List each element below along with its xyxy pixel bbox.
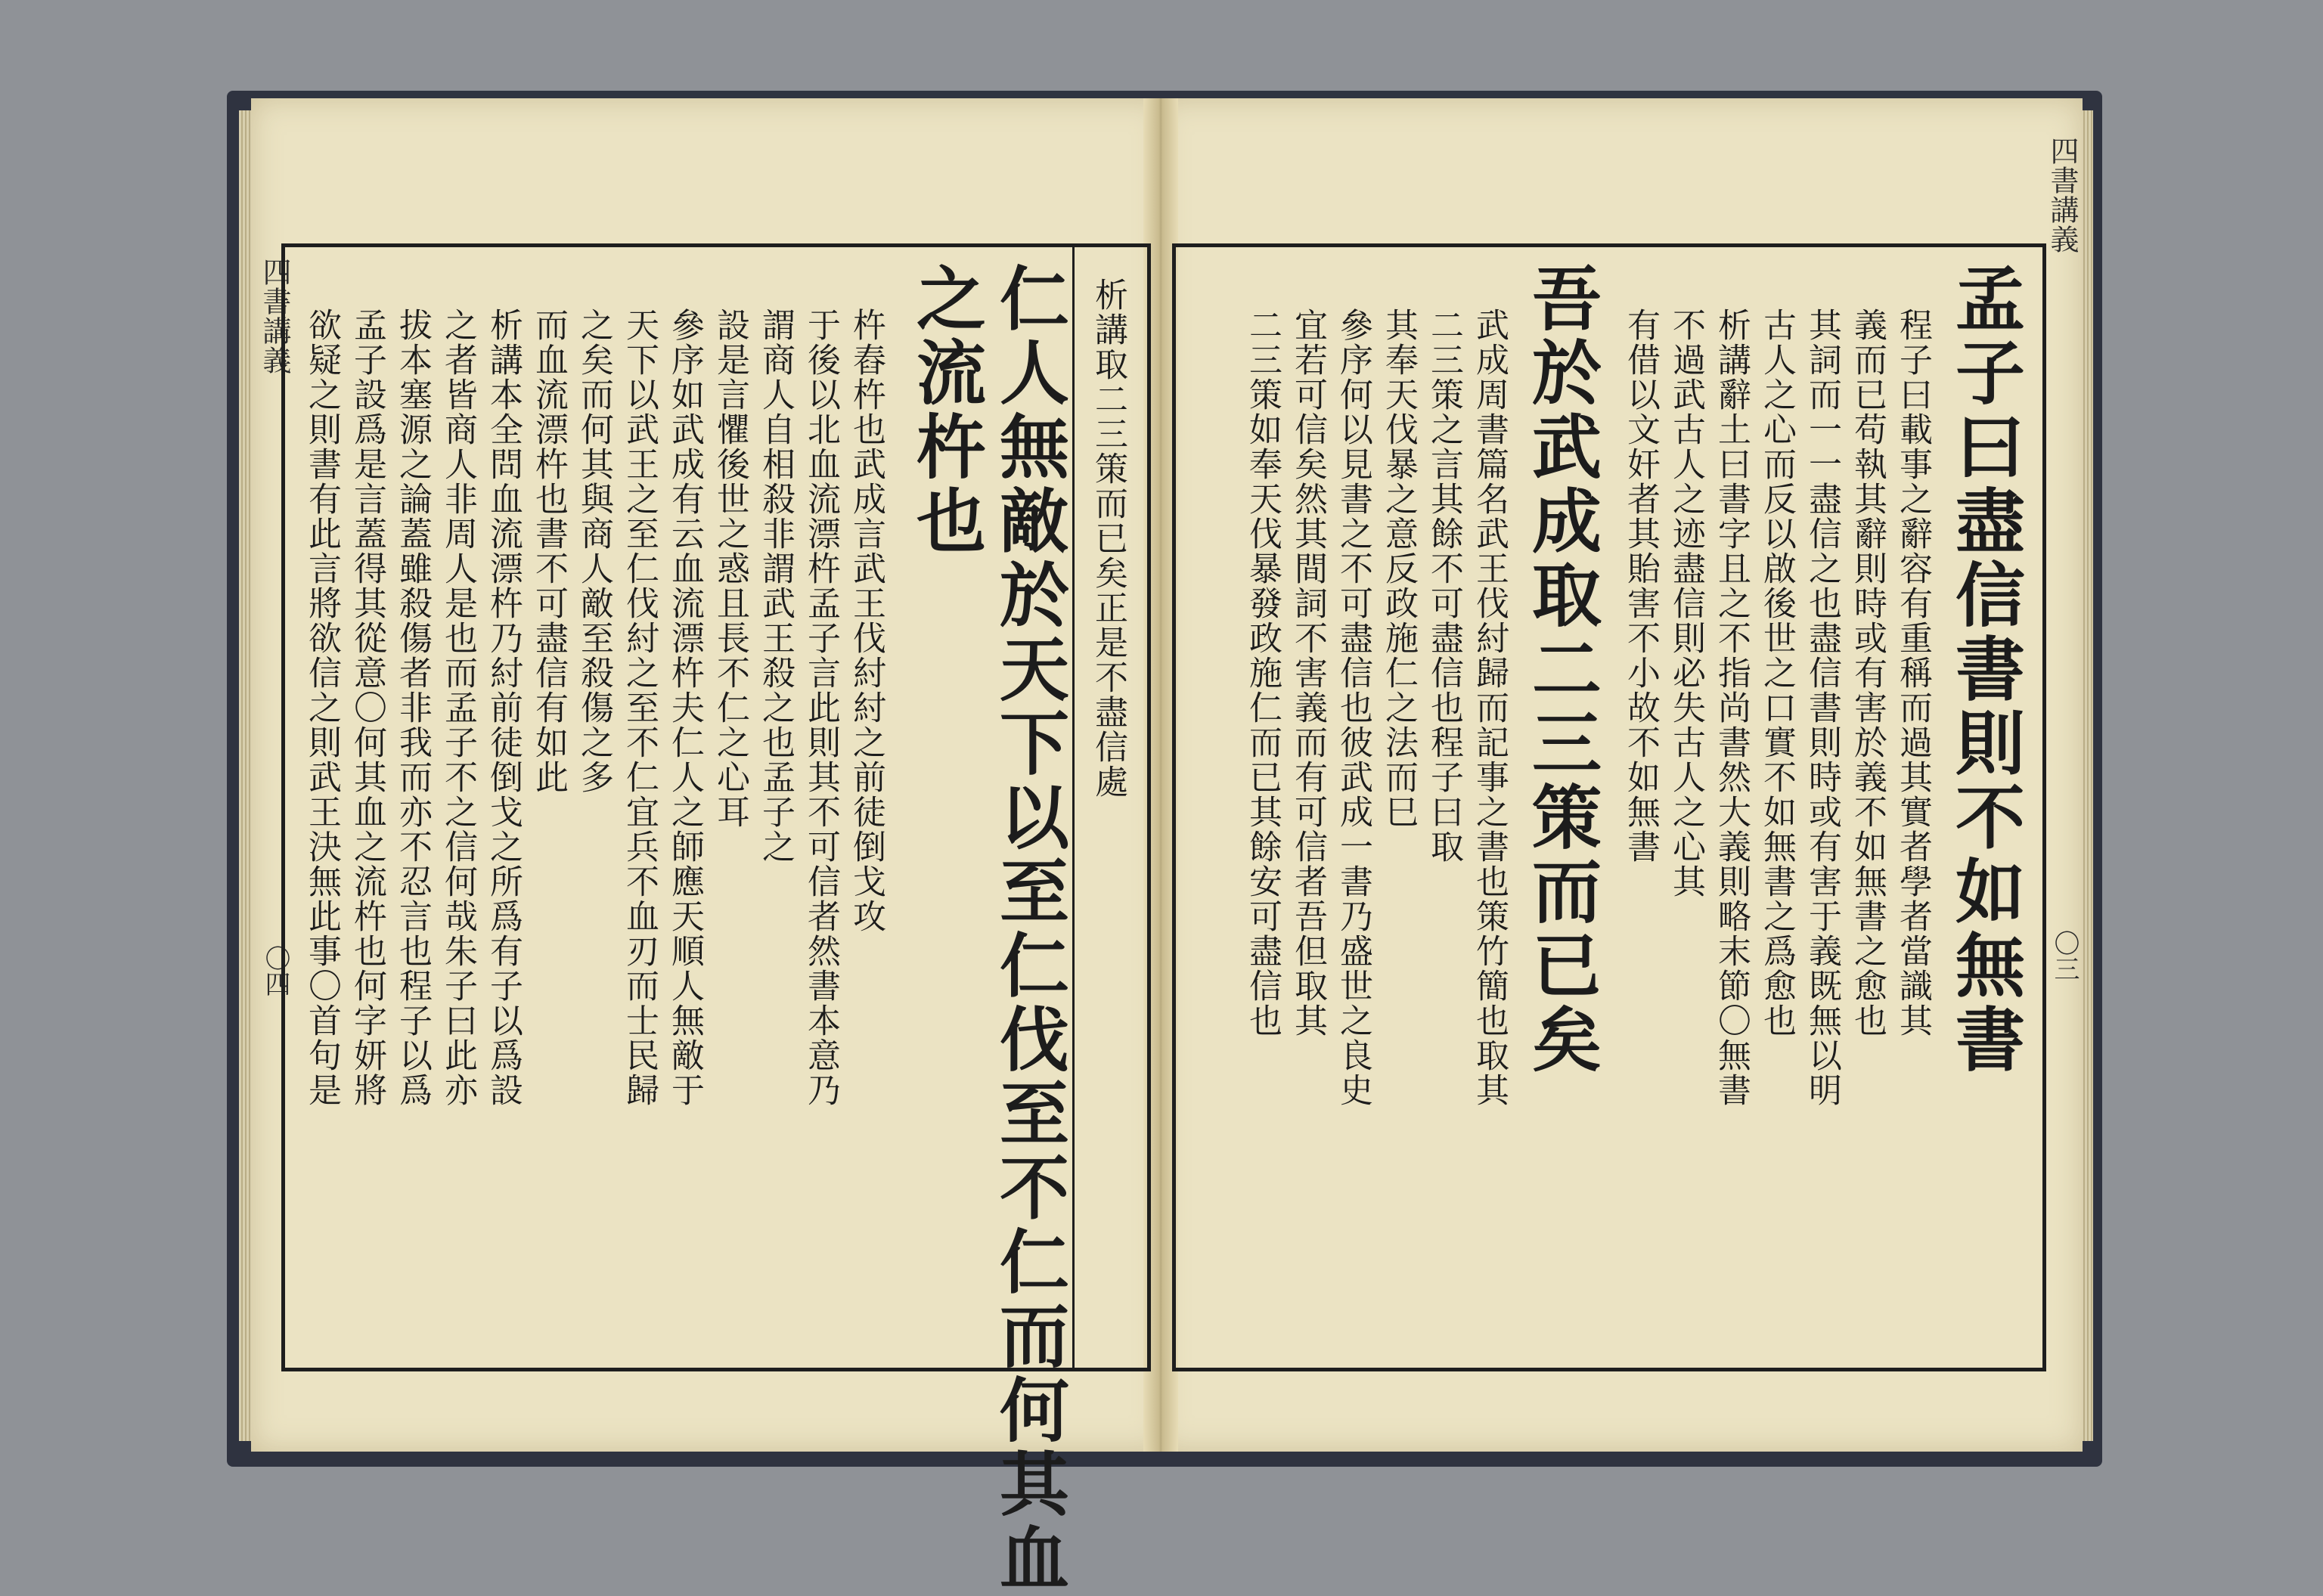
left-text-col-4: 設是言懼後世之惑且長不仁之心耳	[711, 308, 749, 829]
left-text-col-8: 而血流漂杵也書不可盡信有如此	[529, 308, 568, 795]
left-page-frame	[281, 243, 1151, 1596]
right-text-col-9: 二三策之言其餘不可盡信也程子曰取	[1425, 308, 1463, 864]
right-margin-title: 四書講義	[2045, 136, 2079, 254]
left-text-col-6: 天下以武王之至仁伐紂之至不仁宜兵不血刃而士民歸	[620, 308, 659, 1108]
right-text-col-5: 析講辭土曰書字且之不指尚書然大義則略末節〇無書	[1712, 308, 1751, 1108]
left-text-col-13: 欲疑之則書有此言將欲信之則武王決無此事〇首句是	[302, 308, 341, 1108]
right-text-col-3: 其詞而一一盡信之也盡信書則時或有害于義既無以明	[1803, 308, 1841, 1108]
right-text-col-2: 義而已苟執其辭則時或有害於義不如無書之愈也	[1848, 308, 1887, 1038]
left-text-col-7: 之矣而何其與商人敵至殺傷之多	[575, 308, 613, 795]
left-top-line: 析講取二三策而已矣正是不盡信處	[1089, 277, 1127, 799]
right-text-col-13: 二三策如奉天伐暴發政施仁而已其餘安可盡信也	[1243, 308, 1282, 1038]
right-page-folio: 〇三	[2049, 930, 2080, 981]
right-text-col-11: 參序何以見書之不可盡信也彼武成一書乃盛世之良史	[1334, 308, 1372, 1108]
left-text-col-11: 拔本塞源之論蓋雖殺傷者非我而亦不忍言也程子以爲	[393, 308, 432, 1108]
left-text-col-2: 于後以北血流漂杵孟子言此則其不可信者然書本意乃	[802, 308, 840, 1108]
left-text-col-1: 杵舂杵也武成言武王伐紂紂之前徒倒戈攻	[847, 308, 885, 934]
left-page-folio: 〇四	[260, 945, 290, 996]
left-text-col-12: 孟子設爲是言蓋得其從意〇何其血之流杵也何字妍將	[348, 308, 386, 1108]
left-text-col-5: 參序如武成有云血流漂杵夫仁人之師應天順人無敵于	[665, 308, 704, 1108]
left-heading-continuation: 之流杵也	[905, 262, 987, 559]
left-text-col-3: 謂商人自相殺非謂武王殺之也孟子之	[756, 308, 795, 864]
right-text-col-10: 其奉天伐暴之意反政施仁之法而巳	[1379, 308, 1418, 829]
left-heading-renren: 仁人無敵於天下以至仁伐至不仁而何其血	[988, 262, 1070, 1596]
right-heading-wucheng: 吾於武成取二三策而已矣	[1521, 262, 1602, 1077]
left-margin-title: 四書講義	[258, 257, 291, 375]
right-text-col-1: 程子曰載事之辭容有重稱而過其實者學者當識其	[1893, 308, 1932, 1038]
right-text-col-4: 古人之心而反以啟後世之口實不如無書之爲愈也	[1757, 308, 1796, 1038]
right-heading-mencius: 孟子曰盡信書則不如無書	[1944, 262, 2026, 1077]
left-text-col-10: 之者皆商人非周人是也而孟子不之信何哉朱子曰此亦	[439, 308, 477, 1108]
left-top-divider	[1072, 247, 1075, 1368]
right-text-col-7: 有借以文奸者其貽害不小故不如無書	[1621, 308, 1660, 864]
right-text-col-8: 武成周書篇名武王伐紂歸而記事之書也策竹簡也取其	[1470, 308, 1509, 1108]
left-text-col-9: 析講本全問血流漂杵乃紂前徒倒戈之所爲有子以爲設	[484, 308, 523, 1108]
right-text-col-6: 不過武古人之迹盡信則必失古人之心其	[1667, 308, 1705, 899]
right-page-frame	[1172, 243, 2046, 1371]
right-text-col-12: 宜若可信矣然其間詞不害義而有可信者吾但取其	[1289, 308, 1327, 1038]
